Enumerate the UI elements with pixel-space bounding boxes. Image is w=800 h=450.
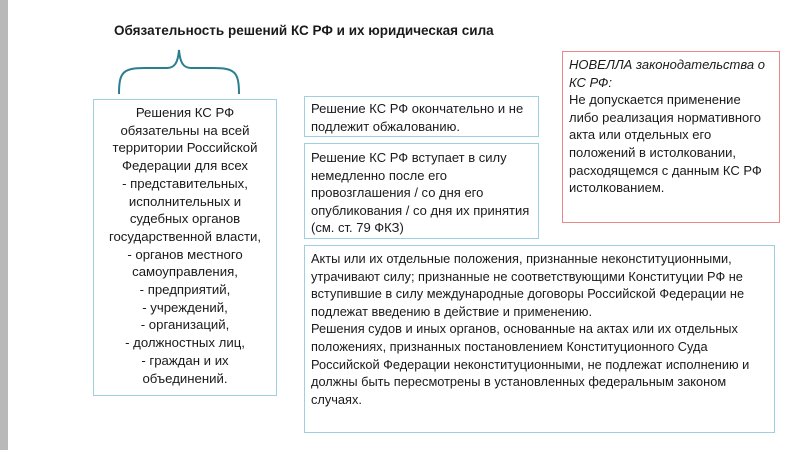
scope-line: - должностных лиц, — [125, 335, 245, 351]
entry-into-force-text: Решение КС РФ вступает в силу немедленно после его провозглашения / со дня его опубликования / со дня их принятия (см. ст. 79 ФКЗ) — [311, 150, 530, 236]
scope-line: самоуправления, — [132, 264, 238, 280]
page-title: Обязательность решений КС РФ и их юридическая сила — [114, 23, 494, 38]
scope-line: - организаций, — [140, 317, 230, 333]
legal-effect-paragraph-2: Решения судов и иных органов, основанные на актах или их отдельных положениях, признанных постановлением Конституционного Суда Российской Федерации неконституционными, не подлежат исполнению и должны быть пересмотрены в установленных федеральным законом случаях. — [311, 321, 750, 407]
novella-heading: НОВЕЛЛА законодательства о КС РФ: — [569, 57, 765, 90]
legal-effect-box — [304, 245, 775, 433]
side-bar-decoration — [0, 0, 8, 450]
scope-line: - представительных, — [122, 175, 248, 191]
scope-line: - органов местного — [127, 246, 243, 262]
obligation-scope-box — [93, 99, 277, 396]
scope-line: территории Российской — [112, 140, 258, 156]
finality-text: Решение КС РФ окончательно и не подлежит обжалованию. — [311, 101, 524, 134]
curly-brace-icon — [117, 48, 241, 96]
legal-effect-paragraph-1: Акты или их отдельные положения, признанные неконституционными, утрачивают силу; признанные не соответствующими Конституции РФ не вступившие в силу международные договоры Российской Федерации не подлежат введению в действие и применению. — [311, 251, 745, 319]
scope-line: Решения КС РФ — [135, 105, 235, 120]
scope-line: - учреждений, — [142, 299, 228, 315]
finality-box — [304, 96, 539, 137]
novella-box — [562, 51, 780, 223]
scope-line: объединений. — [142, 370, 228, 386]
scope-line: - граждан и их — [141, 352, 229, 368]
scope-line: государственной власти, — [108, 228, 262, 244]
scope-line: обязательны на всей — [120, 122, 250, 138]
scope-line: исполнительных и — [128, 193, 242, 209]
scope-line: Федерации для всех — [121, 158, 248, 174]
scope-line: - предприятий, — [139, 282, 231, 298]
novella-text: Не допускается применение либо реализация нормативного акта или отдельных его положений в истолковании, расходящемся с данным КС РФ истолкованием. — [569, 92, 762, 196]
entry-into-force-box — [304, 143, 539, 239]
scope-line: судебных органов — [129, 211, 241, 227]
